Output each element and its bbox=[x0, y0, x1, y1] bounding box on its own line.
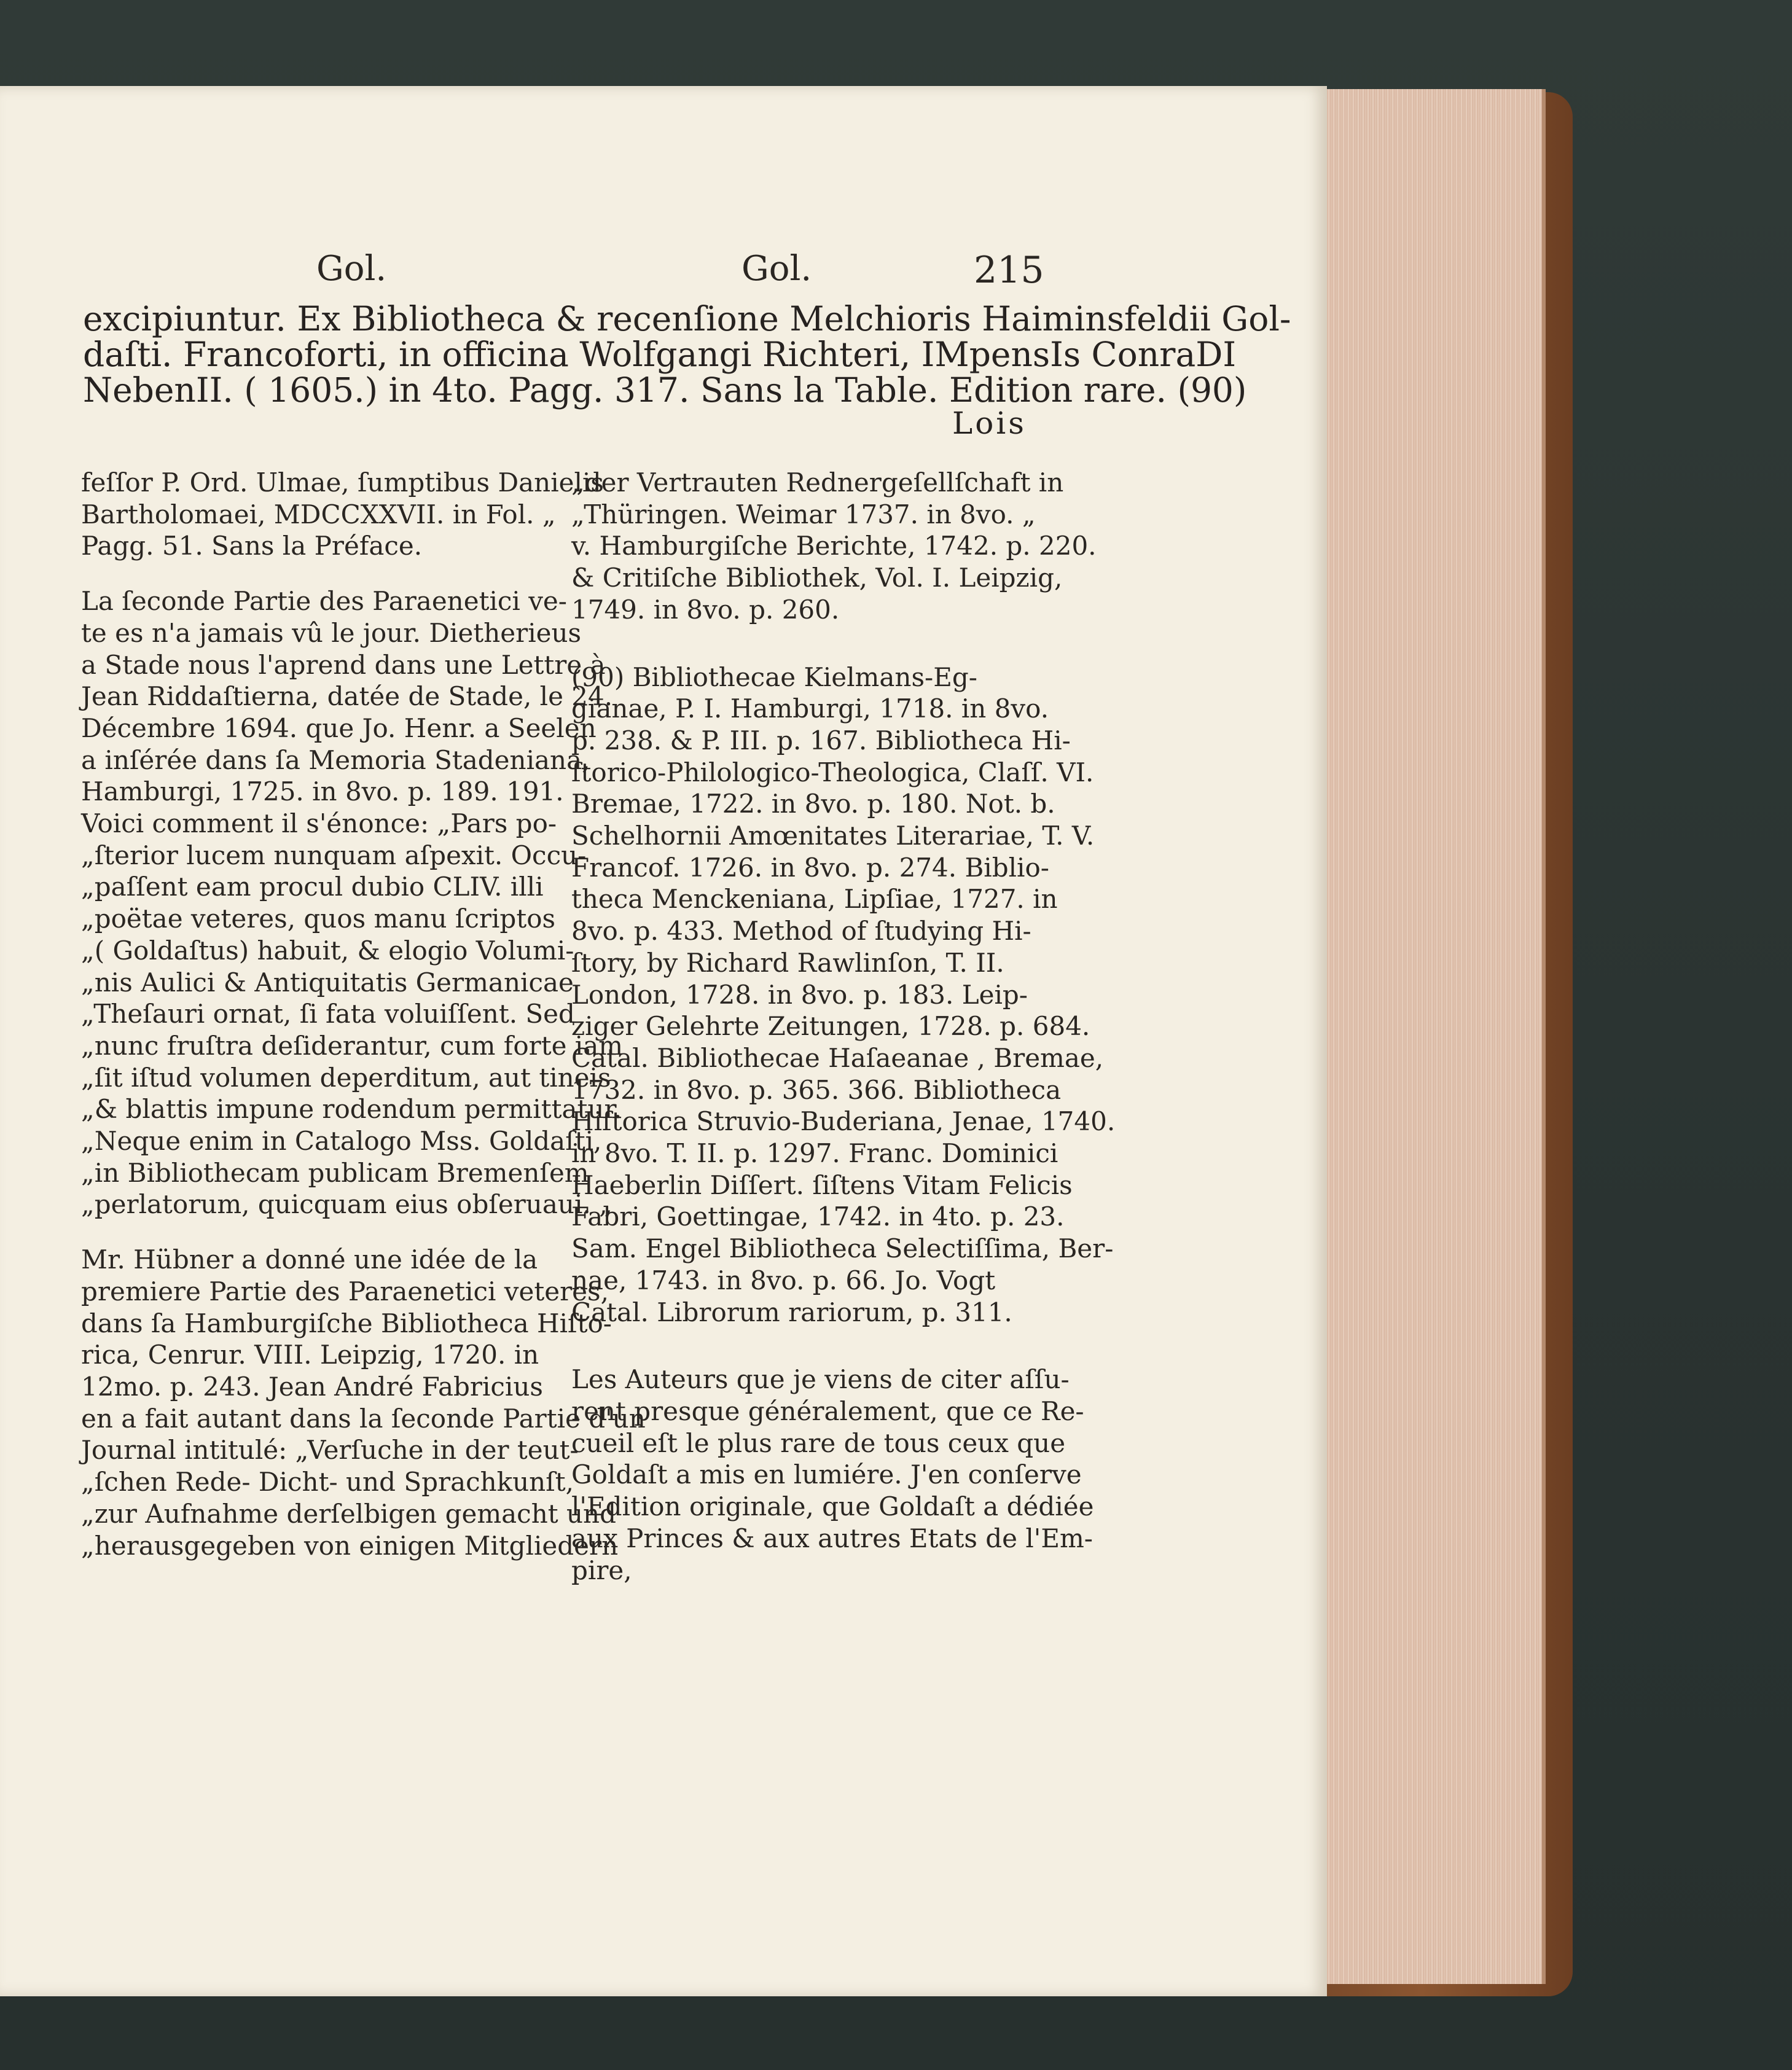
running-head-center: Gol. bbox=[741, 249, 812, 289]
left-column-line: „nunc fruſtra deſiderantur, cum forte iam bbox=[81, 1030, 624, 1061]
left-column-line: te es n'a jamais vû le jour. Dietherieus bbox=[81, 617, 582, 648]
right-column-line: „der Vertrauten Rednergeſellſchaft in bbox=[571, 467, 1064, 498]
right-column-line: London, 1728. in 8vo. p. 183. Leip- bbox=[571, 979, 1028, 1010]
left-column-paragraph-break bbox=[81, 1221, 545, 1244]
right-column-line: ſtory, by Richard Rawlinſon, T. II. bbox=[571, 947, 1004, 978]
left-column-line: Pagg. 51. Sans la Préface. bbox=[81, 531, 423, 561]
right-column-paragraph-break bbox=[571, 626, 1032, 662]
right-column-line: Goldaſt a mis en lumiére. J'en conſerve bbox=[571, 1459, 1082, 1490]
left-column-line: Mr. Hübner a donné une idée de la bbox=[81, 1244, 538, 1275]
right-column-line: l'Edition originale, que Goldaſt a dédiée bbox=[571, 1491, 1094, 1522]
left-column-line: „herausgegeben von einigen Mitgliedern bbox=[81, 1530, 619, 1561]
right-column-line: theca Menckeniana, Lipſiae, 1727. in bbox=[571, 884, 1058, 915]
left-column-line: „Neque enim in Catalogo Mss. Goldaſti, bbox=[81, 1126, 602, 1157]
left-column-line: Journal intitulé: „Verſuche in der teut- bbox=[81, 1435, 579, 1466]
page-fore-edge bbox=[1321, 89, 1546, 1984]
right-column-line: ſtorico-Philologico-Theologica, Claſſ. VI. bbox=[571, 757, 1094, 787]
right-column-line: Haeberlin Diſſert. ſiſtens Vitam Felicis bbox=[571, 1170, 1073, 1200]
right-column-line: gianae, P. I. Hamburgi, 1718. in 8vo. bbox=[571, 693, 1049, 724]
left-column-line: La ſeconde Partie des Paraenetici ve- bbox=[81, 586, 567, 617]
left-column-line: Voici comment il s'énonce: „Pars po- bbox=[81, 808, 557, 839]
right-column-line: Catal. Bibliothecae Haſaeanae , Bremae, bbox=[571, 1042, 1104, 1073]
right-column-line: p. 238. & P. III. p. 167. Bibliotheca Hi- bbox=[571, 725, 1071, 756]
left-column-line: „perlatorum, quicquam eius obſeruaui. „ bbox=[81, 1189, 612, 1220]
right-column-line: 1732. in 8vo. p. 365. 366. Bibliotheca bbox=[571, 1074, 1062, 1105]
left-column-line: 12mo. p. 243. Jean André Fabricius bbox=[81, 1371, 543, 1402]
left-column-line: „ſit iſtud volumen deperditum, aut tineis bbox=[81, 1062, 611, 1093]
left-column-line: „nis Aulici & Antiquitatis Germanicae bbox=[81, 967, 574, 998]
right-column-line: „Thüringen. Weimar 1737. in 8vo. „ bbox=[571, 499, 1036, 529]
right-column-line: (90) Bibliothecae Kielmans-Eg- bbox=[571, 662, 977, 692]
left-column-line: „Theſauri ornat, ſi fata voluiſſent. Sed bbox=[81, 999, 575, 1029]
right-column-line: 1749. in 8vo. p. 260. bbox=[571, 594, 840, 625]
left-column-paragraph-break bbox=[81, 562, 545, 585]
right-column-line: nae, 1743. in 8vo. p. 66. Jo. Vogt bbox=[571, 1265, 996, 1295]
left-column-line: „ſterior lucem nunquam aſpexit. Occu- bbox=[81, 840, 587, 870]
top-paragraph bbox=[83, 299, 1291, 410]
right-column-line: ziger Gelehrte Zeitungen, 1728. p. 684. bbox=[571, 1011, 1090, 1042]
left-column-line: Décembre 1694. que Jo. Henr. a Seelen bbox=[81, 713, 597, 743]
right-column-line: Les Auteurs que je viens de citer aſſu- bbox=[571, 1364, 1070, 1395]
top-paragraph-line: excipiuntur. Ex Bibliotheca & recenſione Melchioris Haiminsfeldii Gol- bbox=[83, 299, 1291, 338]
left-column-line: rica, Cenrur. VIII. Leipzig, 1720. in bbox=[81, 1340, 539, 1370]
left-column-line: „paſſent eam procul dubio CLIV. illi bbox=[81, 872, 544, 902]
left-column-line: premiere Partie des Paraenetici veteres, bbox=[81, 1276, 609, 1306]
right-column-line: Catal. Librorum rariorum, p. 311. bbox=[571, 1297, 1012, 1327]
left-column-line: „ſchen Rede- Dicht- und Sprachkunſt, bbox=[81, 1467, 574, 1498]
right-column-line: Hiſtorica Struvio-Buderiana, Jenae, 1740. bbox=[571, 1106, 1116, 1137]
top-paragraph-line: daſti. Francoforti, in officina Wolfgangi Richteri, IMpensIs ConraDI bbox=[83, 335, 1237, 374]
right-column-line: Francof. 1726. in 8vo. p. 274. Biblio- bbox=[571, 852, 1049, 883]
left-column-line: „poëtae veteres, quos manu ſcriptos bbox=[81, 904, 556, 934]
right-column-line: aux Princes & aux autres Etats de l'Em- bbox=[571, 1523, 1094, 1553]
left-column-line: en a fait autant dans la ſeconde Partie d'un bbox=[81, 1403, 646, 1434]
right-column-line: in 8vo. T. II. p. 1297. Franc. Dominici bbox=[571, 1138, 1058, 1169]
right-column-line: cueil eſt le plus rare de tous ceux que bbox=[571, 1428, 1066, 1458]
right-column-line: v. Hamburgiſche Berichte, 1742. p. 220. bbox=[571, 531, 1097, 561]
left-column-line: „& blattis impune rodendum permittatur. bbox=[81, 1094, 622, 1125]
right-column-line: pire, bbox=[571, 1555, 632, 1585]
left-column-line: Hamburgi, 1725. in 8vo. p. 189. 191. bbox=[81, 776, 564, 807]
right-column-paragraph-break bbox=[571, 1328, 1032, 1364]
catchword: Lois bbox=[952, 405, 1027, 441]
left-column-line: „zur Aufnahme derſelbigen gemacht und bbox=[81, 1498, 616, 1529]
left-column-line: „in Bibliothecam publicam Bremenſem bbox=[81, 1157, 589, 1188]
right-column-line: Fabri, Goettingae, 1742. in 4to. p. 23. bbox=[571, 1201, 1065, 1232]
left-column-line: dans ſa Hamburgiſche Bibliotheca Hiſto- bbox=[81, 1308, 612, 1338]
running-head-left: Gol. bbox=[316, 249, 387, 289]
right-column-line: 8vo. p. 433. Method of ſtudying Hi- bbox=[571, 916, 1031, 947]
left-column-line: „( Goldaſtus) habuit, & elogio Volumi- bbox=[81, 935, 574, 966]
left-column-line: Jean Riddaſtierna, datée de Stade, le 24. bbox=[81, 681, 613, 712]
right-column-line: Schelhornii Amœnitates Literariae, T. V. bbox=[571, 821, 1095, 851]
left-column-line: a Stade nous l'aprend dans une Lettre à bbox=[81, 649, 606, 680]
left-column-line: feſſor P. Ord. Ulmae, ſumptibus Danielis bbox=[81, 467, 604, 498]
right-column-line: Sam. Engel Bibliotheca Selectiſſima, Ber- bbox=[571, 1233, 1114, 1264]
right-column-line: Bremae, 1722. in 8vo. p. 180. Not. b. bbox=[571, 789, 1055, 819]
top-paragraph-line: NebenII. ( 1605.) in 4to. Pagg. 317. Sans la Table. Edition rare. (90) bbox=[83, 370, 1247, 410]
right-column-line: & Critiſche Bibliothek, Vol. I. Leipzig, bbox=[571, 563, 1063, 593]
left-column-line: Bartholomaei, MDCCXXVII. in Fol. „ bbox=[81, 499, 556, 529]
page-number: 215 bbox=[974, 249, 1044, 292]
right-column bbox=[571, 467, 1116, 1586]
right-column-line: rent presque généralement, que ce Re- bbox=[571, 1396, 1084, 1426]
left-column bbox=[81, 467, 646, 1561]
left-column-line: a inſérée dans ſa Memoria Stadeniana, bbox=[81, 744, 590, 775]
